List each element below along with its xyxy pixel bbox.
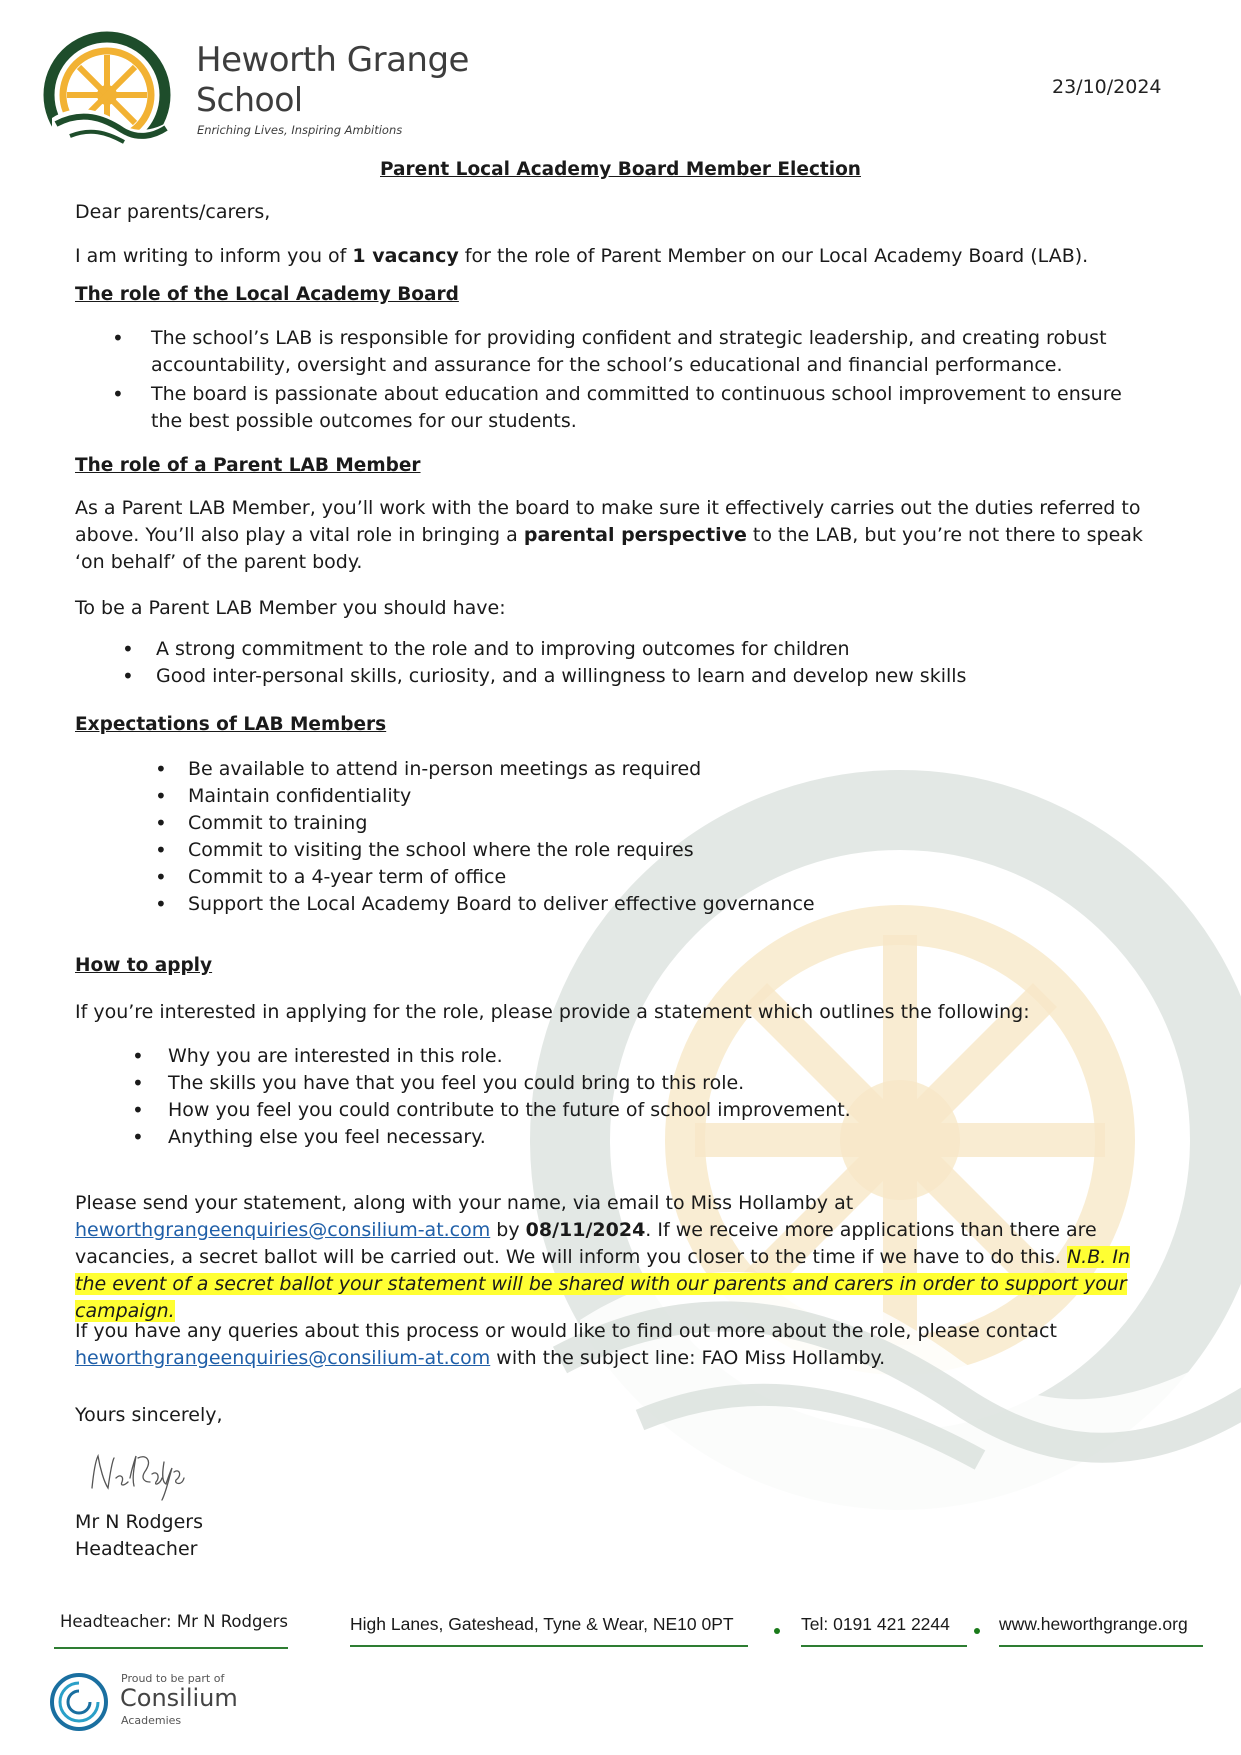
send-text: Please send your statement, along with your name, via email to Miss Hollamby at [75, 1192, 854, 1214]
footer-separator-dot [774, 1628, 780, 1634]
footer-divider [999, 1645, 1203, 1647]
footer-divider [801, 1645, 967, 1647]
footer-address: High Lanes, Gateshead, Tyne & Wear, NE10 0PT [350, 1614, 734, 1634]
expectations-list [155, 756, 1155, 918]
deadline-date: 08/11/2024 [525, 1219, 646, 1241]
letter-title: Parent Local Academy Board Member Election [380, 159, 861, 180]
consilium-sub: Academies [121, 1714, 182, 1727]
list-item-text: How you feel you could contribute to the future of school improvement. [168, 1099, 851, 1121]
section-heading-how-to-apply: How to apply [75, 955, 213, 976]
section-heading-lab-role: The role of the Local Academy Board [75, 284, 459, 305]
statement-list [132, 1043, 1132, 1151]
list-item-text: Maintain confidentiality [188, 785, 412, 807]
letter-date: 23/10/2024 [1052, 76, 1162, 98]
intro-text: I am writing to inform you of [75, 245, 353, 267]
list-item-text: Good inter-personal skills, curiosity, and a willingness to learn and develop new skills [156, 665, 967, 687]
list-item-text: The school’s LAB is responsible for providing confident and strategic leadership, and creating robust accountability, oversight and assurance for the school’s educational and financial performance. [151, 327, 1107, 376]
greeting: Dear parents/carers, [75, 201, 271, 223]
list-item: • How you feel you could contribute to the future of school improvement. [132, 1098, 851, 1122]
school-name-line2: School [196, 80, 303, 119]
list-item-text: Commit to visiting the school where the role requires [188, 839, 694, 861]
closing: Yours sincerely, [75, 1404, 223, 1426]
parent-member-text-end: to the LAB, but you’re not there to speak ‘on behalf’ of the parent body. [75, 524, 1143, 573]
requirements-list [122, 636, 1162, 690]
signature-image [88, 1448, 198, 1508]
send-text-end: . If we receive more applications than there are vacancies, a secret ballot will be carried out. We will inform you closer to the time if we have to do this. [75, 1219, 1097, 1268]
list-item: • The school’s LAB is responsible for providing confident and strategic leadership, and creating robust accountability, oversight and assurance for the school’s educational and financial performance. [112, 326, 1107, 376]
list-item: • Good inter-personal skills, curiosity, and a willingness to learn and develop new skills [122, 664, 967, 688]
list-item: • A strong commitment to the role and to improving outcomes for children [122, 637, 850, 661]
nb-highlight: N.B. In the event of a secret ballot your statement will be shared with our parents and carers in order to support your campaign. [75, 1246, 1130, 1322]
list-item: • Commit to training [155, 811, 368, 835]
list-item: • Anything else you feel necessary. [132, 1125, 486, 1149]
signer-name: Mr N Rodgers [75, 1511, 203, 1533]
should-have-text: To be a Parent LAB Member you should have: [75, 597, 506, 619]
send-statement-paragraph [75, 1190, 1165, 1325]
list-item-text: Be available to attend in-person meetings as required [188, 758, 702, 780]
lab-role-list [112, 325, 1152, 435]
intro-text-end: for the role of Parent Member on our Local Academy Board (LAB). [458, 245, 1089, 267]
email-link[interactable]: heworthgrangeenquiries@consilium-at.com [75, 1219, 491, 1241]
list-item: • Maintain confidentiality [155, 784, 412, 808]
school-tagline: Enriching Lives, Inspiring Ambitions [197, 123, 403, 137]
footer-telephone: Tel: 0191 421 2244 [801, 1614, 950, 1634]
queries-text: If you have any queries about this process or would like to find out more about the role, please contact [75, 1320, 1057, 1342]
list-item: • Be available to attend in-person meetings as required [155, 757, 702, 781]
apply-intro: If you’re interested in applying for the role, please provide a statement which outlines the following: [75, 1001, 1030, 1023]
intro-paragraph [75, 243, 1165, 270]
list-item-text: Support the Local Academy Board to deliver effective governance [188, 893, 815, 915]
school-name-line1: Heworth Grange [196, 40, 469, 80]
list-item: • The board is passionate about education and committed to continuous school improvement to ensure the best possible outcomes for our students. [112, 382, 1122, 432]
footer-divider [54, 1647, 288, 1649]
footer-divider [350, 1645, 748, 1647]
list-item-text: A strong commitment to the role and to improving outcomes for children [156, 638, 850, 660]
parent-member-text: As a Parent LAB Member, you’ll work with the board to make sure it effectively carries out the duties referred to above. You’ll also play a vital role in bringing a [75, 497, 1141, 546]
queries-email-link[interactable]: heworthgrangeenquiries@consilium-at.com [75, 1347, 491, 1369]
queries-text-end: with the subject line: FAO Miss Hollamby. [490, 1347, 886, 1369]
list-item-text: Why you are interested in this role. [168, 1045, 503, 1067]
queries-paragraph [75, 1318, 1165, 1372]
list-item: • Commit to a 4-year term of office [155, 865, 507, 889]
send-by-text: by [490, 1219, 526, 1241]
consilium-logo-icon [48, 1671, 110, 1733]
parent-member-paragraph [75, 495, 1165, 576]
signer-title: Headteacher [75, 1538, 198, 1560]
list-item-text: The skills you have that you feel you could bring to this role. [168, 1072, 745, 1094]
list-item-text: Commit to training [188, 812, 368, 834]
list-item-text: The board is passionate about education and committed to continuous school improvement to ensure the best possible outcomes for our students. [151, 383, 1122, 432]
school-logo-icon [42, 30, 172, 160]
list-item-text: Commit to a 4-year term of office [188, 866, 507, 888]
section-heading-expectations: Expectations of LAB Members [75, 714, 387, 735]
section-heading-parent-member: The role of a Parent LAB Member [75, 455, 421, 476]
consilium-name: Consilium [120, 1684, 238, 1712]
parental-perspective: parental perspective [523, 524, 747, 546]
list-item: • Commit to visiting the school where the role requires [155, 838, 694, 862]
list-item: • Support the Local Academy Board to deliver effective governance [155, 892, 815, 916]
list-item: • The skills you have that you feel you could bring to this role. [132, 1071, 745, 1095]
footer-separator-dot [974, 1628, 980, 1634]
vacancy-count: 1 vacancy [352, 245, 459, 267]
list-item-text: Anything else you feel necessary. [168, 1126, 486, 1148]
footer-website[interactable]: www.heworthgrange.org [999, 1614, 1188, 1634]
consilium-pre: Proud to be part of [121, 1672, 225, 1685]
list-item: • Why you are interested in this role. [132, 1044, 503, 1068]
footer-headteacher: Headteacher: Mr N Rodgers [60, 1612, 289, 1631]
